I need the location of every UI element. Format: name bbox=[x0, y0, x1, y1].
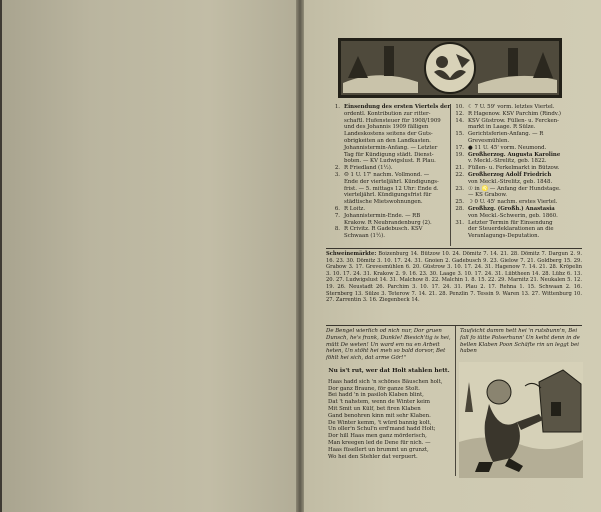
day-number: 22. bbox=[455, 171, 464, 178]
entry-text: R Friedland (1½). bbox=[344, 165, 393, 172]
july-header-illustration bbox=[338, 38, 562, 98]
day-number bbox=[328, 186, 344, 193]
day-number bbox=[452, 179, 468, 186]
entry-text: von Meckl.-Strelitz, geb. 1848. bbox=[468, 178, 553, 185]
calendar-entry bbox=[452, 199, 580, 206]
day-number bbox=[452, 138, 468, 145]
calendar-entry bbox=[328, 131, 454, 138]
entry-text: ☾ 7 U. 59' vorm. letztes Viertel. bbox=[468, 104, 555, 110]
day-number bbox=[328, 124, 344, 131]
poem-line: Wo hei den Stehler dat verpuert. bbox=[328, 453, 418, 460]
calendar-entry bbox=[328, 172, 454, 179]
column-divider bbox=[450, 104, 451, 246]
story-column bbox=[460, 328, 584, 355]
calendar-entry bbox=[328, 199, 454, 206]
calendar-entry bbox=[328, 138, 454, 145]
calendar-entry bbox=[452, 152, 580, 159]
entry-text: R Crivitz. R Gadebusch. KSV bbox=[344, 226, 423, 233]
calendar-entry bbox=[452, 138, 580, 145]
poem-line: Un oller'n Schul'n erd'mand hadd Holt; bbox=[328, 426, 436, 433]
calendar-entry bbox=[328, 233, 454, 240]
entry-text: schaftl. Hufensteuer für 1908/1909 bbox=[344, 117, 441, 124]
entry-text: — KS Grabow. bbox=[468, 192, 508, 199]
day-number bbox=[328, 220, 344, 227]
day-number: 1. bbox=[334, 104, 340, 110]
day-number bbox=[452, 233, 468, 240]
day-number bbox=[452, 213, 468, 220]
calendar-entry bbox=[452, 124, 580, 131]
calendar-entry bbox=[452, 186, 580, 193]
poem-line: Dat 't nahstem, wenn de Winter keim bbox=[328, 399, 430, 406]
day-number bbox=[452, 158, 468, 165]
markets-title: Schweinemärkte: bbox=[326, 251, 377, 257]
day-number bbox=[328, 192, 344, 199]
entry-text: obrigkeiten an den Landkasten. bbox=[344, 137, 431, 144]
poem-body bbox=[326, 379, 452, 461]
calendar-entry bbox=[452, 165, 580, 172]
entry-text: Großhzg. (Großh.) Anastasia bbox=[468, 205, 555, 212]
woodcut-illustration bbox=[459, 362, 583, 478]
entry-text: städtische Mietswohnungen. bbox=[344, 199, 423, 206]
day-number: 25. bbox=[455, 199, 464, 206]
entry-text: und des Johannis 1909 fälligen bbox=[344, 124, 429, 131]
day-number bbox=[328, 233, 344, 240]
calendar-entry bbox=[452, 226, 580, 233]
day-number: 19. bbox=[455, 151, 464, 158]
entry-text: Ende der vierteljährl. Kündigungs- bbox=[344, 178, 439, 185]
entry-text: Großherzog Adolf Friedrich bbox=[468, 171, 552, 178]
calendar-entry bbox=[328, 152, 454, 159]
day-number: 10. bbox=[455, 104, 464, 110]
poem-line: Man kreegen led de Dene für nich. — bbox=[328, 439, 431, 446]
entry-text: Gerichtsferien-Anfang. — R bbox=[468, 131, 544, 138]
book-spine bbox=[296, 0, 304, 512]
day-number bbox=[328, 145, 344, 152]
calendar-entry bbox=[452, 220, 580, 227]
day-number: 3. bbox=[334, 171, 340, 178]
calendar-entry bbox=[328, 220, 454, 227]
entry-text: Tag für Kündigung städt. Dienst- bbox=[344, 151, 434, 158]
day-number: 7. bbox=[334, 212, 340, 219]
column-divider bbox=[455, 326, 456, 476]
entry-text: ☺ 1 U. 17' nachm. Vollmond. — bbox=[344, 171, 430, 178]
day-number: 15. bbox=[455, 131, 464, 138]
day-number: 2. bbox=[334, 165, 340, 172]
entry-text: ordentl. Kontribution zur ritter- bbox=[344, 110, 431, 117]
poem-line: Dor ganz Braune, för ganze Stolt. bbox=[328, 385, 420, 392]
calendar-entry bbox=[328, 192, 454, 199]
poem-line: De Winter kemm, 't würd bannig kolt, bbox=[328, 419, 432, 426]
entry-text: KSV Güstrow. Füllen- u. Fercken- bbox=[468, 117, 559, 124]
entry-text: boten. — KV Ludwigslust. R Plau. bbox=[344, 158, 436, 165]
calendar-entry bbox=[452, 213, 580, 220]
day-number: 28. bbox=[455, 205, 464, 212]
day-number bbox=[328, 152, 344, 159]
entry-text: vierteljährl. Kündigungsfrist für bbox=[344, 192, 432, 199]
poem-intro: De Bengel wierlich od nich nur, Dor gruen Dunsch, he's frank, Dunkle! Biesich'tig is hei, mütt De weten! Un ward em nu en Arbeit heten, Un stöht hei meh so bald dorvor, Bet föhlt hei sich, dat arme Gör!" bbox=[326, 328, 451, 362]
section-rule bbox=[326, 325, 582, 326]
day-number: 17. bbox=[455, 144, 464, 151]
entry-text: Veranlagungs-Deputation. bbox=[468, 233, 540, 240]
poem-title: Nu is't rut, wer dat Holt stahlen hett. bbox=[328, 367, 450, 374]
calendar-entry bbox=[452, 172, 580, 179]
day-number bbox=[328, 158, 344, 165]
entry-text: Johannistermin-Ende. — RB bbox=[344, 212, 421, 219]
calendar-entry bbox=[328, 206, 454, 213]
calendar-entry bbox=[328, 145, 454, 152]
poem-line: Haas hadd sich 'n schönes Bäuschen holt, bbox=[328, 378, 443, 385]
day-number bbox=[452, 226, 468, 233]
right-page bbox=[304, 0, 601, 512]
day-number bbox=[452, 124, 468, 131]
entry-text: Einsendung des ersten Viertels der bbox=[344, 104, 451, 110]
entry-text: Füllen- u. Ferkelmarkt in Bützow. bbox=[468, 165, 560, 172]
calendar-column-left bbox=[328, 104, 454, 240]
entry-text: R Hagenow. KSV Parchim (Rindv.) bbox=[468, 110, 562, 117]
day-number: 6. bbox=[334, 205, 340, 212]
entry-text: ● 11 U. 45' vorm. Neumond. bbox=[468, 144, 547, 151]
entry-text: Letzter Termin für Einsendung bbox=[468, 219, 553, 226]
poem-column bbox=[326, 328, 452, 460]
calendar-column-right bbox=[452, 104, 580, 240]
entry-text: R Loitz. bbox=[344, 205, 366, 212]
poem-line: Haas füsellert un brummt un grunzt, bbox=[328, 446, 429, 453]
entry-text: ☽ 0 U. 45' nachm. erstes Viertel. bbox=[468, 199, 558, 206]
calendar-entry bbox=[452, 206, 580, 213]
day-number bbox=[328, 131, 344, 138]
calendar-entry bbox=[328, 186, 454, 193]
section-rule bbox=[326, 248, 582, 249]
calendar-entry bbox=[452, 145, 580, 152]
calendar-entry bbox=[328, 104, 454, 111]
calendar-entry bbox=[328, 179, 454, 186]
entry-text: Großherzog. Augusta Karoline bbox=[468, 151, 561, 158]
poem-line: Mit Smit un Külf, bet firen Klaben bbox=[328, 405, 421, 412]
calendar-entry bbox=[328, 111, 454, 118]
calendar-entry bbox=[328, 118, 454, 125]
entry-text: Grevesmühlen. bbox=[468, 137, 510, 144]
entry-text: Landeskostens seitens der Guts- bbox=[344, 131, 433, 138]
day-number bbox=[328, 199, 344, 206]
day-number: 23. bbox=[455, 185, 464, 192]
story-text: Taufsicht dumm hett hei 'n rutsbunn'n, Bei fall fo iütte Polserhunn' Un keiht denn in de bellen Klaben Poon Schäfte rin un leggt bei haben bbox=[460, 328, 580, 355]
left-page-blank bbox=[2, 0, 298, 512]
entry-text: markt in Laage. R Sülze. bbox=[468, 124, 536, 131]
calendar-entry bbox=[452, 111, 580, 118]
calendar-entry bbox=[328, 165, 454, 172]
calendar-entry bbox=[452, 192, 580, 199]
entry-text: Johannistermin-Anfang. — Letzter bbox=[344, 144, 438, 151]
markets-list: Boizenburg 14. Bützow 10. 24. Dömitz 7. 14. 21. 28. Dömitz 7. Dargun 2. 9. 16. 23. 30. Dömitz 3. 10. 17. 24. 31. Gnoien 2. Gadebusch 9. 23. Gielow 7. 21. Goldberg 15. 29. Grabow 3. 17. Grevesmühlen 6. 20. Güstrow 3. 10. 17. 24. 31. Hagenow 7. 14. 21. 28. Kröpelin 3. 10. 17. 24. 31. Krakow 2. 9. 16. 23. 30. Laage 3. 10. 17. 24. 31. Lübtheen 14. 28. Lübz 6. 13. 20. 27. Ludwigslust 14. 31. Malchow 8. 22. Malchin 1. 8. 15. 22. 29. Marnitz 21. Neukalen 5. 12. 19. 26. Neustadt 26. Parchim 3. 10. 17. 24. 31. Plau 2. 17. Rehna 1. 15. Schwaan 2. 16. Sternberg 13. Sülze 3. Teterow 7. 14. 21. 28. Penzlin 7. Tessin 9. Waren 13. 27. Wittenburg 10. 27. Zarrentin 3. 16. Ziegenbeck 14. bbox=[326, 251, 582, 304]
day-number bbox=[328, 179, 344, 186]
entry-text: v. Meckl.-Strelitz, geb. 1822. bbox=[468, 158, 547, 165]
calendar-entry bbox=[452, 118, 580, 125]
poem-line: Gand benohren kinn mit sehr Klaben. bbox=[328, 412, 431, 419]
calendar-entry bbox=[328, 213, 454, 220]
day-number bbox=[452, 192, 468, 199]
entry-text: ☉ in ♌ — Anfang der Hundstage. bbox=[468, 185, 561, 192]
day-number bbox=[328, 111, 344, 118]
entry-text: Krakow. R Neubrandenburg (2). bbox=[344, 219, 432, 226]
poem-line: Bei hadd 'n in pasiloh Klaben blint, bbox=[328, 392, 424, 399]
calendar-entry bbox=[328, 124, 454, 131]
entry-text: frist. — 5. mittags 12 Uhr: Ende d. bbox=[344, 185, 439, 192]
poem-line: Dor hill Haas men ganz mörderisch, bbox=[328, 433, 427, 440]
day-number: 12. bbox=[455, 110, 464, 117]
day-number: 14. bbox=[455, 117, 464, 124]
day-number bbox=[328, 118, 344, 125]
day-number bbox=[328, 138, 344, 145]
entry-text: von Meckl.-Schwerin, geb. 1860. bbox=[468, 212, 558, 219]
day-number: 31. bbox=[455, 219, 464, 226]
calendar-entry bbox=[452, 158, 580, 165]
calendar-entry bbox=[452, 233, 580, 240]
calendar-entry bbox=[452, 131, 580, 138]
day-number: 21. bbox=[455, 165, 464, 172]
day-number: 8. bbox=[334, 226, 340, 233]
entry-text: Schwaan (1½). bbox=[344, 233, 385, 240]
entry-text: der Steuerdeklarationen an die bbox=[468, 226, 554, 233]
calendar-entry bbox=[452, 179, 580, 186]
calendar-entry bbox=[452, 104, 580, 111]
pig-markets-section bbox=[326, 251, 582, 304]
